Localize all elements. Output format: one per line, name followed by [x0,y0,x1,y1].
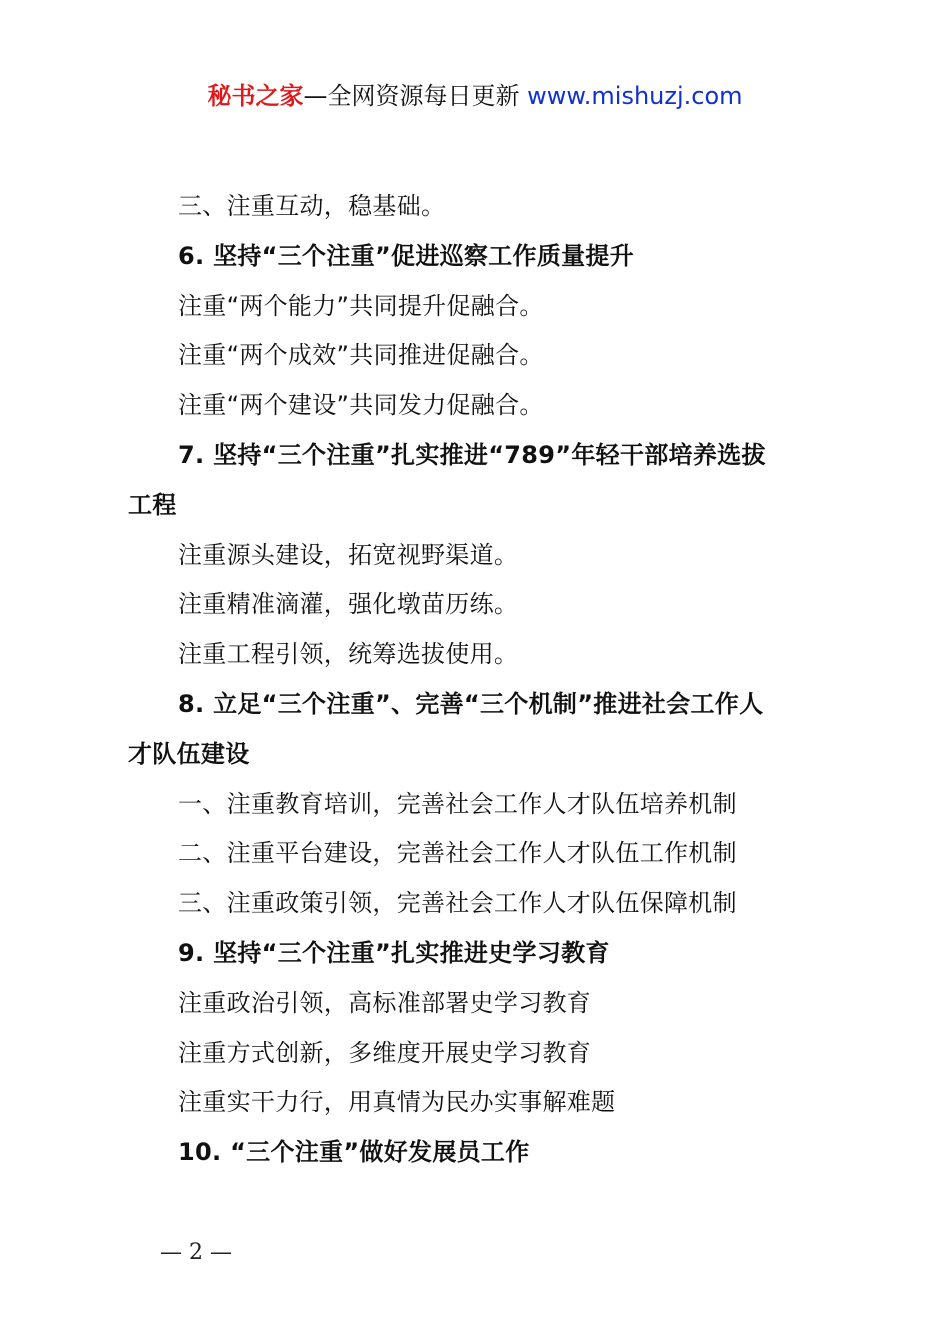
body-paragraph: 一、注重教育培训，完善社会工作人才队伍培养机制 [178,789,737,818]
section-heading-continuation: 工程 [128,490,177,519]
body-paragraph: 注重实干力行，用真情为民办实事解难题 [178,1088,616,1117]
body-paragraph: 注重方式创新，多维度开展史学习教育 [178,1038,592,1067]
body-paragraph: 注重精准滴灌，强化墩苗历练。 [178,590,519,619]
site-url-link[interactable]: www.mishuzj.com [527,82,743,110]
brand-name: 秘书之家 [207,82,304,110]
section-heading-continuation: 才队伍建设 [128,739,250,768]
body-paragraph: 注重“两个能力”共同提升促融合。 [178,291,544,320]
document-body [128,182,840,1178]
body-paragraph: 三、注重政策引领，完善社会工作人才队伍保障机制 [178,889,737,918]
body-paragraph: 注重政治引领，高标准部署史学习教育 [178,988,592,1017]
section-heading: 7. 坚持“三个注重”扎实推进“789”年轻干部培养选拔 [178,440,766,469]
site-header [0,80,950,112]
body-paragraph: 注重源头建设，拓宽视野渠道。 [178,540,519,569]
body-paragraph: 三、注重互动，稳基础。 [178,192,446,220]
section-heading: 9. 坚持“三个注重”扎实推进史学习教育 [178,938,610,967]
body-paragraph: 注重工程引领，统筹选拔使用。 [178,640,519,669]
page-number: — 2 — [160,1240,232,1265]
section-heading: 6. 坚持“三个注重”促进巡察工作质量提升 [178,241,635,270]
section-heading: 10. “三个注重”做好发展员工作 [178,1138,530,1167]
body-paragraph: 二、注重平台建设，完善社会工作人才队伍工作机制 [178,839,737,868]
section-heading: 8. 立足“三个注重”、完善“三个机制”推进社会工作人 [178,689,764,718]
body-paragraph: 注重“两个建设”共同发力促融合。 [178,391,544,420]
body-paragraph: 注重“两个成效”共同推进促融合。 [178,341,544,370]
header-tagline: —全网资源每日更新 [303,82,520,110]
